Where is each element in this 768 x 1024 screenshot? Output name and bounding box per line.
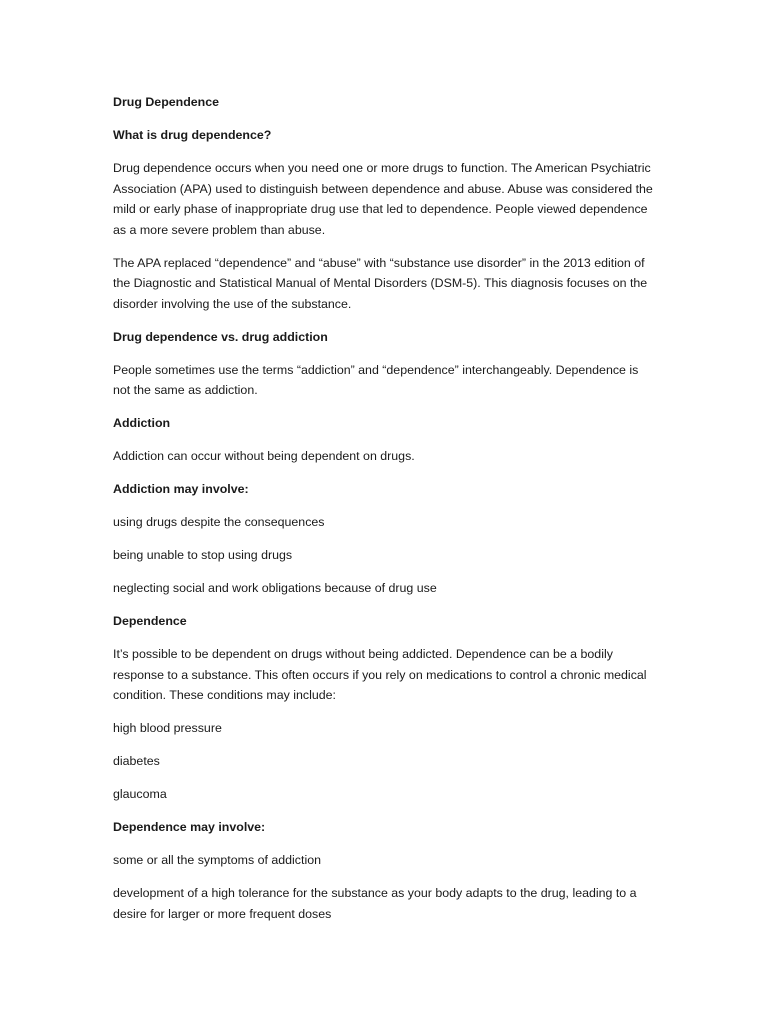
heading-dependence: Dependence — [113, 614, 187, 628]
list-item: diabetes — [113, 754, 160, 768]
heading-addiction-may-involve: Addiction may involve: — [113, 482, 249, 496]
list-item: high blood pressure — [113, 721, 222, 735]
list-item: some or all the symptoms of addiction — [113, 853, 321, 867]
list-item: glaucoma — [113, 787, 167, 801]
document-title: Drug Dependence — [113, 95, 220, 109]
heading-dependence-may-involve: Dependence may involve: — [113, 820, 266, 834]
document-page — [113, 92, 658, 937]
paragraph-apa-dsm5: The APA replaced “dependence” and “abuse” with “substance use disorder” in the 2013 edition of the Diagnostic and Statistical Manual of Mental Disorders (DSM-5). This diagnosis focuses on the disorder involving the use of the substance. — [113, 255, 648, 311]
paragraph-dependence: It’s possible to be dependent on drugs without being addicted. Dependence can be a bodily response to a substance. This often occurs if you rely on medications to control a chronic medical condition. These conditions may include: — [113, 647, 647, 702]
heading-what-is-drug-dependence: What is drug dependence? — [113, 128, 272, 142]
heading-addiction: Addiction — [113, 416, 171, 430]
paragraph-addiction: Addiction can occur without being dependent on drugs. — [113, 449, 415, 463]
list-item: development of a high tolerance for the substance as your body adapts to the drug, leading to a desire for larger or more frequent doses — [113, 886, 637, 921]
heading-dependence-vs-addiction: Drug dependence vs. drug addiction — [113, 329, 328, 344]
list-item: neglecting social and work obligations because of drug use — [113, 581, 437, 595]
paragraph-definition: Drug dependence occurs when you need one or more drugs to function. The American Psychiatric Association (APA) used to distinguish between dependence and abuse. Abuse was considered the mild or early phase of inappropriate drug use that led to dependence. People viewed dependence as a more severe problem than abuse. — [113, 161, 653, 237]
list-item: using drugs despite the consequences — [113, 515, 325, 529]
paragraph-terms: People sometimes use the terms “addiction” and “dependence” interchangeably. Dependence is not the same as addiction. — [113, 362, 639, 397]
list-item: being unable to stop using drugs — [113, 548, 293, 562]
